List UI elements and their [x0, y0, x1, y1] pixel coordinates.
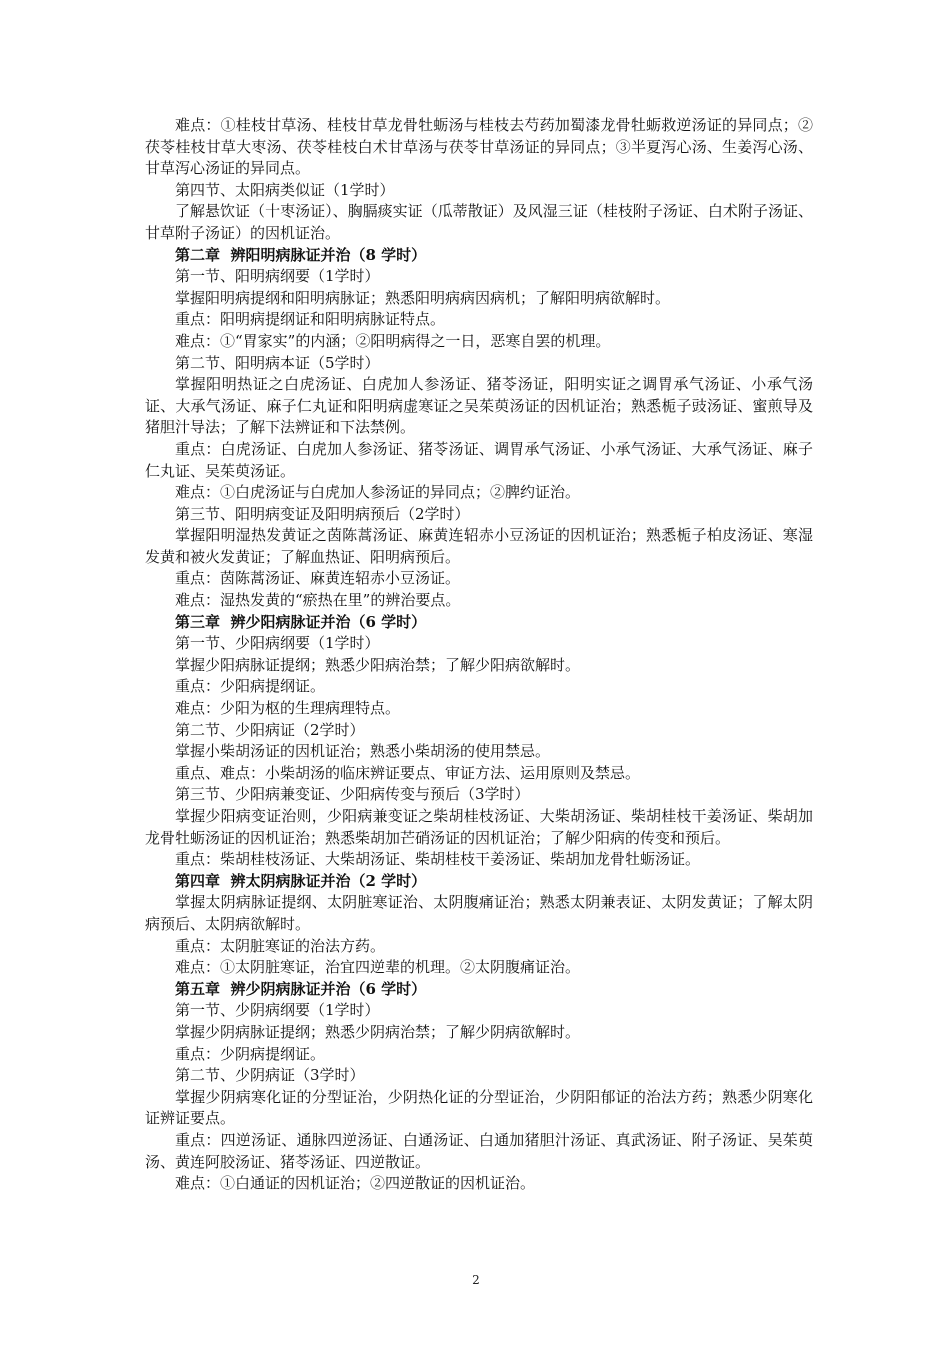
- paragraph-shaoyang-key: 重点：少阳病提纲证。: [175, 677, 326, 696]
- section-heading-shaoyang-variant: 第三节、少阳病兼变证、少阳病传变与预后（3学时）: [175, 785, 530, 804]
- paragraph-yangming-variant: 掌握阳明湿热发黄证之茵陈蒿汤证、麻黄连轺赤小豆汤证的因机证治；熟悉栀子柏皮汤证、寒湿发黄和被火发黄证；了解血热证、阳明病预后。: [145, 526, 813, 566]
- section-heading-shaoyin-disease: 第二节、少阴病证（3学时）: [175, 1066, 365, 1085]
- paragraph-taiyang-similar: 了解悬饮证（十枣汤证）、胸膈痰实证（瓜蒂散证）及风湿三证（桂枝附子汤证、白术附子汤证、甘草附子汤证）的因机证治。: [145, 202, 813, 242]
- paragraph-yangming-key: 重点：阳明病提纲证和阳明病脉证特点。: [175, 310, 446, 329]
- paragraph-shaoyin-disease-key: 重点：四逆汤证、通脉四逆汤证、白通汤证、白通加猪胆汁汤证、真武汤证、附子汤证、吴茱萸汤、黄连阿胶汤证、猪苓汤证、四逆散证。: [145, 1130, 813, 1171]
- chapter-heading-shaoyang: 第三章 辨少阳病脉证并治（6 学时）: [175, 612, 427, 631]
- chapter-heading-yangming: 第二章 辨阳明病脉证并治（8 学时）: [175, 245, 427, 264]
- paragraph-difficulty-guizhi: 难点：①桂枝甘草汤、桂枝甘草龙骨牡蛎汤与桂枝去芍药加蜀漆龙骨牡蛎救逆汤证的异同点；②茯苓桂枝甘草大枣汤、茯苓桂枝白术甘草汤与茯苓甘草汤证的异同点；③半夏泻心汤、生姜泻心汤、甘草泻心汤证的异同点。: [145, 116, 813, 178]
- section-heading-yangming-variant: 第三节、阳明病变证及阳明病预后（2学时）: [175, 504, 470, 523]
- paragraph-shaoyang-outline: 掌握少阳病脉证提纲；熟悉少阳病治禁；了解少阳病欲解时。: [175, 655, 581, 674]
- paragraph-shaoyang-variant: 掌握少阳病变证治则，少阳病兼变证之柴胡桂枝汤证、大柴胡汤证、柴胡桂枝干姜汤证、柴胡加龙骨牡蛎汤证的因机证治；熟悉柴胡加芒硝汤证的因机证治；了解少阳病的传变和预后。: [145, 807, 813, 847]
- paragraph-yangming-main: 掌握阳明热证之白虎汤证、白虎加人参汤证、猪苓汤证，阳明实证之调胃承气汤证、小承气汤证、大承气汤证、麻子仁丸证和阳明病虚寒证之吴茱萸汤证的因机证治；熟悉栀子豉汤证、蜜煎导及猪胆汁导法；了解下法辨证和下法禁例。: [145, 375, 813, 437]
- paragraph-yangming-main-key: 重点：白虎汤证、白虎加人参汤证、猪苓汤证、调胃承气汤证、小承气汤证、大承气汤证、麻子仁丸证、吴茱萸汤证。: [145, 439, 813, 480]
- section-heading-taiyang-similar: 第四节、太阳病类似证（1学时）: [175, 180, 395, 199]
- paragraph-shaoyang-disease: 掌握小柴胡汤证的因机证治；熟悉小柴胡汤的使用禁忌。: [175, 742, 551, 761]
- paragraph-taiyin: 掌握太阴病脉证提纲、太阴脏寒证治、太阴腹痛证治；熟悉太阴兼表证、太阴发黄证；了解太阴病预后、太阴病欲解时。: [145, 893, 813, 933]
- section-heading-yangming-outline: 第一节、阳明病纲要（1学时）: [175, 267, 380, 286]
- section-heading-yangming-main: 第二节、阳明病本证（5学时）: [175, 353, 380, 372]
- paragraph-yangming-main-difficulty: 难点：①白虎汤证与白虎加人参汤证的异同点；②脾约证治。: [175, 483, 581, 502]
- document-body: [145, 115, 813, 1195]
- paragraph-shaoyang-disease-key: 重点、难点：小柴胡汤的临床辨证要点、审证方法、运用原则及禁忌。: [175, 763, 641, 782]
- section-heading-shaoyang-outline: 第一节、少阳病纲要（1学时）: [175, 634, 380, 653]
- paragraph-shaoyin-key: 重点：少阴病提纲证。: [175, 1044, 326, 1063]
- paragraph-yangming-difficulty: 难点：①“胃家实”的内涵；②阳明病得之一日，恶寒自罢的机理。: [175, 331, 611, 350]
- paragraph-shaoyang-difficulty: 难点：少阳为枢的生理病理特点。: [175, 699, 401, 718]
- paragraph-shaoyin-disease: 掌握少阴病寒化证的分型证治，少阴热化证的分型证治，少阴阳郁证的治法方药；熟悉少阴寒化证辨证要点。: [145, 1087, 813, 1128]
- chapter-heading-taiyin: 第四章 辨太阴病脉证并治（2 学时）: [175, 871, 427, 890]
- chapter-heading-shaoyin: 第五章 辨少阴病脉证并治（6 学时）: [175, 979, 427, 998]
- section-heading-shaoyang-disease: 第二节、少阳病证（2学时）: [175, 720, 365, 739]
- paragraph-yangming-outline: 掌握阳明病提纲和阳明病脉证；熟悉阳明病病因病机；了解阳明病欲解时。: [175, 288, 671, 307]
- paragraph-shaoyin-outline: 掌握少阴病脉证提纲；熟悉少阴病治禁；了解少阴病欲解时。: [175, 1022, 581, 1041]
- paragraph-taiyin-difficulty: 难点：①太阴脏寒证，治宜四逆辈的机理。②太阴腹痛证治。: [175, 958, 581, 977]
- paragraph-yangming-variant-difficulty: 难点：湿热发黄的“瘀热在里”的辨治要点。: [175, 591, 461, 610]
- paragraph-taiyin-key: 重点：太阴脏寒证的治法方药。: [175, 936, 386, 955]
- section-heading-shaoyin-outline: 第一节、少阴病纲要（1学时）: [175, 1001, 380, 1020]
- paragraph-shaoyang-variant-key: 重点：柴胡桂枝汤证、大柴胡汤证、柴胡桂枝干姜汤证、柴胡加龙骨牡蛎汤证。: [175, 850, 701, 869]
- paragraph-yangming-variant-key: 重点：茵陈蒿汤证、麻黄连轺赤小豆汤证。: [175, 569, 461, 588]
- paragraph-shaoyin-disease-difficulty: 难点：①白通证的因机证治；②四逆散证的因机证治。: [175, 1174, 536, 1193]
- page-number: 2: [472, 1273, 480, 1287]
